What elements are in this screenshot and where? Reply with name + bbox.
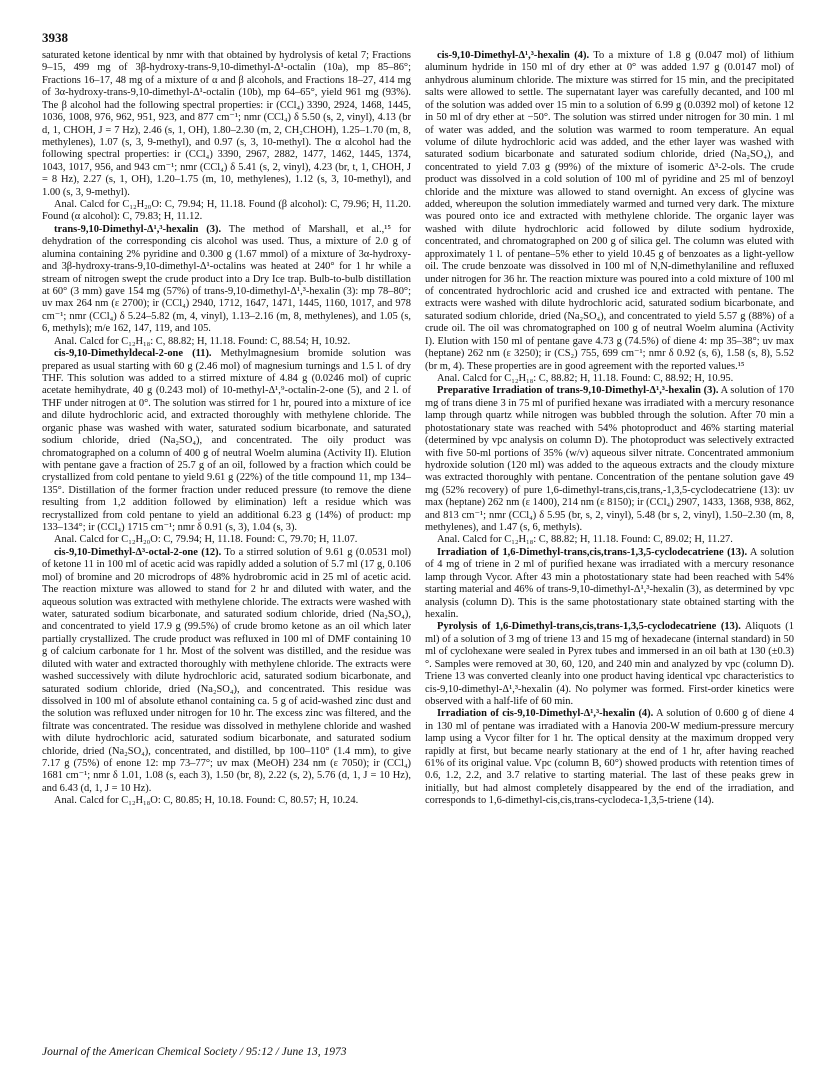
paragraph-text: Anal. Calcd for C₁₂H₂₀O: C, 79.94; H, 11.18. Found (β alcohol): C, 79.96; H, 11.20. Found (α alcohol): C, 79.83; H, 11.12. <box>42 199 411 223</box>
paragraph <box>42 199 411 224</box>
paragraph-text: Anal. Calcd for C₁₂H₁₈O: C, 80.85; H, 10.18. Found: C, 80.57; H, 10.24. <box>54 795 359 807</box>
paragraph-text: Anal. Calcd for C₁₂H₁₈: C, 88.82; H, 11.18. Found: C, 88.92; H, 10.95. <box>437 372 734 384</box>
section-lead-heading: Irradiation of 1,6-Dimethyl-trans,cis,trans-1,3,5-cyclodecatriene (13). <box>437 546 748 558</box>
page-number: 3938 <box>42 30 68 45</box>
paragraph-text: saturated ketone identical by nmr with that obtained by hydrolysis of ketal 7; Fractions 9–15, 499 mg of 3β-hydroxy-trans-9,10-dimethyl-Δ¹-octalin (10a), mp 85–86°; Fractions 16–17, 48 mg of a mixture of α and β alcohols, and Fractions 18–27, 414 mg of 3α-hydroxy-trans-9,10-dimethyl-Δ¹-octalin (10b), mp 64–65°, yield 961 mg (93%). The β alcohol had the following spectral properties: ir (CCl₄) 3390, 2924, 1468, 1445, 1036, 1008, 976, 962, 951, 923, and 877 cm⁻¹; nmr (CCl₄) δ 5.50 (s, 2, vinyl), 4.13 (br d, 1, CHOH, J = 7 Hz), 2.46 (s, 1, OH), 1.80–2.30 (m, 2, CH₂CHOH), 1.25–1.70 (m, 8, methylenes), 1.07 (s, 3, 9-methyl), and 0.97 (s, 3, 10-methyl). The α alcohol had the following spectral properties: ir (CCl₄) 3390, 2967, 2882, 1477, 1462, 1445, 1374, 1043, 1017, 956, and 943 cm⁻¹; nmr (CCl₄) δ 5.41 (s, 2, vinyl), 4.23 (br, t, 1, CHOH, J = 8 Hz), 2.27 (s, 1, OH), 1.20–1.75 (m, 10, methylenes), 1.12 (s, 3, 10-methyl), and 1.00 (s, 3, 9-methyl). <box>42 50 411 198</box>
journal-footer: Journal of the American Chemical Society / 95:12 / June 13, 1973 <box>42 1046 347 1058</box>
paragraph <box>425 708 794 807</box>
paragraph-text: Methylmagnesium bromide solution was prepared as usual starting with 60 g (2.46 mol) of magnesium turnings and 1.5 l. of dry THF. This solution was added to a stirred mixture of 4.84 g (0.0246 mol) of cupric acetate hemihydrate, 40 g (0.243 mol) of 10-methyl-Δ¹,⁹-octalin-2-one (5), and 2 l. of THF under nitrogen at 0°. The solution was stirred for 1 hr, poured into a mixture of ice and dilute hydrochloric acid, and extracted thoroughly with methylene chloride. The organic phase was washed with water, saturated sodium bicarbonate, and saturated sodium chloride, dried (Na₂SO₄), and concentrated. The oily product was chromatographed on a column of 400 g of neutral Woelm alumina (Activity II). Elution with pentane gave a fraction of 25.7 g of an oil, followed by a fraction which could be crystallized from cold pentane to yield 9.61 g (22%) of the title compound 11, mp 134–135°. Distillation of the former fraction under reduced pressure (to remove the diene resulting from 1,2 addition followed by elimination) left a residue which was recrystallized from cold pentane to yield an additional 6.23 g (14%) of product: mp 133–134°; ir (CCl₄) 1715 cm⁻¹; nmr δ 0.91 (s, 3), 1.04 (s, 3). <box>42 348 411 534</box>
left-column <box>42 50 411 808</box>
two-column-body <box>42 50 794 808</box>
section-lead-heading: Pyrolysis of 1,6-Dimethyl-trans,cis,trans-1,3,5-cyclodecatriene (13). <box>437 621 741 633</box>
section-lead-heading: Irradiation of cis-9,10-Dimethyl-Δ¹,³-hexalin (4). <box>437 708 654 720</box>
paragraph-text: The method of Marshall, et al.,¹⁵ for dehydration of the corresponding cis alcohol was used. Thus, a mixture of 2.0 g of alumina containing 2% pyridine and 0.300 g (1.67 mmol) of a mixture of 3α-hydroxy- and 3β-hydroxy-trans-9,10-dimethyl-Δ¹-octalins was heated at 240° for 1 hr while a stream of nitrogen swept the crude product into a Dry Ice trap. Bulb-to-bulb distillation at 60° (3 mm) gave 154 mg (57%) of trans-9,10-dimethyl-Δ¹,³-hexalin (3): mp 78–80°; uv max 264 nm (ε 2700); ir (CCl₄) 2940, 1712, 1647, 1471, 1445, 1160, 1017, and 978 cm⁻¹; nmr (CCl₄) δ 5.24–5.82 (m, 4, vinyl), 1.13–2.16 (m, 8, methylenes), and 1.05 (s, 6, methyls); m/e 162, 147, 119, and 105. <box>42 223 411 335</box>
paragraph <box>425 50 794 373</box>
paragraph <box>425 373 794 385</box>
paragraph-text: Anal. Calcd for C₁₂H₁₈: C, 88.82; H, 11.18. Found: C, 88.54; H, 10.92. <box>54 335 351 347</box>
section-lead-heading: cis-9,10-Dimethyldecal-2-one (11). <box>54 348 212 360</box>
paragraph <box>42 336 411 348</box>
paragraph <box>42 348 411 534</box>
paragraph <box>425 534 794 546</box>
paragraph <box>42 50 411 199</box>
paragraph <box>425 385 794 534</box>
paragraph <box>42 534 411 546</box>
section-lead-heading: cis-9,10-Dimethyl-Δ¹,³-hexalin (4). <box>437 50 590 61</box>
paragraph-text: Anal. Calcd for C₁₂H₁₈: C, 88.82; H, 11.18. Found: C, 89.02; H, 11.27. <box>437 534 733 546</box>
right-column <box>425 50 794 808</box>
paragraph <box>425 621 794 708</box>
section-lead-heading: Preparative Irradiation of trans-9,10-Dimethyl-Δ¹,³-hexalin (3). <box>437 385 719 397</box>
paragraph <box>42 795 411 807</box>
paragraph-text: A solution of 4 mg of triene in 2 ml of purified hexane was irradiated with a mercury resonance lamp through Vycor. After 43 min a photostationary state had been reached with 54% starting material and 46% of trans-9,10-dimethyl-Δ¹,³-hexalin (3), as determined by vpc analysis (column D). This is the same photostationary state obtained starting with the hexalin. <box>425 546 794 620</box>
paragraph-text: Anal. Calcd for C₁₂H₂₀O: C, 79.94; H, 11.18. Found: C, 79.70; H, 11.07. <box>54 534 358 546</box>
paragraph-text: A solution of 0.600 g of diene 4 in 130 ml of pentane was irradiated with a Hanovia 200-W medium-pressure mercury lamp using a Vycor filter for 1 hr. The optical density at the maximum dropped very rapidly at first, but became nearly stationary at the end of 1 hr, after having reached 61% of its original value. Vpc (column B, 60°) showed products with retention times of 0.6, 1.2, 2.2, and 3.7 relative to starting material. The last of these peaks grew in initially, but had almost completely disappeared by the end of the irradiation, and corresponds to 1,6-dimethyl-cis,cis,trans-cyclodeca-1,3,5-triene (14). <box>425 708 794 807</box>
paragraph <box>425 547 794 622</box>
paragraph-text: To a mixture of 1.8 g (0.047 mol) of lithium aluminum hydride in 150 ml of dry ether at 0° was added 1.97 g (0.0147 mol) of anhydrous aluminum chloride. The mixture was stirred for 15 min, and the precipitated salts were allowed to settle. The supernatant layer was carefully decanted, and 100 ml of the solution was added over 15 min to a solution of 6.99 g (0.0392 mol) of ketone 12 in 50 ml of dry ether at −50°. The solution was stirred under nitrogen for 30 min. 1 ml of water was added, and the solution was warmed to room temperature. An equal volume of dilute hydrochloric acid was added, and the ether layer was washed with saturated sodium bicarbonate and saturated sodium chloride, dried (Na₂SO₄), and concentrated to yield 7.03 g (99%) of the mixture of isomeric Δ³-2-ols. The crude product was dissolved in a cold solution of 100 ml of pyridine and 25 ml of benzoyl chloride and the mixture was allowed to stand overnight. An excess of glycine was added, whereupon the solution immediately warmed and turned very dark. The mixture was poured onto ice and extracted with methylene chloride. The organic layer was washed with dilute hydrochloric acid followed by dilute sodium hydroxide, concentrated, and chromatographed on 200 g of silica gel. The column was eluted with approximately 1 l. of pentane–5% ether to yield 10.45 g of benzoates as a light-yellow oil. The crude benzoate was dissolved in 100 ml of N,N-dimethylaniline and refluxed under nitrogen for 36 hr. The reaction mixture was poured into a cold mixture of 100 ml of concentrated hydrochloric acid and crushed ice and extracted with pentane. The extracts were washed with dilute hydrochloric acid, saturated sodium bicarbonate, and saturated sodium chloride, dried (Na₂SO₄), and concentrated to yield 5.57 g (88%) of a crude oil. The oil was chromatographed on 100 g of neutral Woelm alumina (Activity I). Elution with 150 ml of pentane gave 4.73 g (74.5%) of diene 4: mp 35–38°; uv max (heptane) 262 nm (ε 3250); ir (CS₂) 755, 699 cm⁻¹; nmr δ 0.92 (s, 6), 1.58 (s, 8), 5.52 (br m, 4). These properties are in good agreement with the reported values.¹⁵ <box>425 50 794 372</box>
section-lead-heading: cis-9,10-Dimethyl-Δ³-octal-2-one (12). <box>54 546 222 558</box>
paragraph-text: A solution of 170 mg of trans diene 3 in 75 ml of purified hexane was irradiated with a mercury resonance lamp through quartz while nitrogen was bubbled through the solution. After 70 min a photostationary state was reached with 54% photoproduct and 46% starting material (determined by vpc analysis on column D). The photoproduct was selectively extracted with five 50-ml portions of 35% (w/v) aqueous silver nitrate. Concentrated ammonium hydroxide solution (120 ml) was added to the aqueous extracts and the cloudy mixture was extracted thoroughly with pentane. Concentration of the pentane solution gave 49 mg (52% recovery) of pure 1,6-dimethyl-trans,cis,trans,-1,3,5-cyclodecatriene (13): uv max (heptane) 262 nm (ε 1400), 214 nm (ε 8150); ir (CCl₄) 2907, 1433, 1368, 938, 862, and 813 cm⁻¹; nmr (CCl₄) δ 5.95 (br, s, 2, vinyl), 5.48 (br s, 2, vinyl), 1.50–2.30 (m, 8, methylenes), and 1.47 (s, 6, methyls). <box>425 385 794 534</box>
paragraph <box>42 224 411 336</box>
paragraph-text: To a stirred solution of 9.61 g (0.0531 mol) of ketone 11 in 100 ml of acetic acid was rapidly added a solution of 5.7 ml (17 g, 0.106 mol) of bromine and 20 microdrops of 48% hydrobromic acid in 25 ml of acetic acid. The reaction mixture was allowed to stand for 2 hr and diluted with water, and the aqueous solution was extracted with methylene chloride. The extracts were washed with water, saturated sodium bicarbonate, and saturated sodium chloride, dried (Na₂SO₄), and concentrated to yield 17.9 g (99.5%) of crude bromo ketone as an oil which later partially crystallized. The crude product was refluxed in 100 ml of DMF containing 10 g of calcium carbonate for 1 hr. Most of the solvent was distilled, and the residue was diluted with water and extracted thoroughly with methylene chloride. The extracts were washed successively with dilute hydrochloric acid, saturated sodium bicarbonate, and saturated sodium chloride, dried (Na₂SO₄), and concentrated. This residue was dissolved in 100 ml of absolute ethanol containing ca. 5 g of acid-washed zinc dust and the solution was refluxed under nitrogen for 10 hr. The excess zinc was filtered, and the filtrate was concentrated. The residue was dissolved in methylene chloride and washed with dilute hydrochloric acid, saturated sodium bicarbonate, and saturated sodium chloride, dried (Na₂SO₄), concentrated, and distilled, bp 100–110° (1.4 mm), to give 7.17 g (75%) of enone 12: mp 73–77°; uv max (MeOH) 234 nm (ε 7050); ir (CCl₄) 1681 cm⁻¹; nmr δ 1.01, 1.08 (s, each 3), 1.50 (br, 8), 2.22 (s, 2), 5.76 (d, 1, J = 10 Hz), and 6.43 (d, 1, J = 10 Hz). <box>42 546 411 794</box>
paragraph <box>42 547 411 795</box>
section-lead-heading: trans-9,10-Dimethyl-Δ¹,³-hexalin (3). <box>54 223 222 235</box>
paragraph-text: Aliquots (1 ml) of a solution of 3 mg of triene 13 and 15 mg of hexadecane (internal standard) in 50 ml of cyclohexane were sealed in Pyrex tubes and immersed in an oil bath at 130 (±0.3)°. Samples were removed at 30, 60, 120, and 240 min and analyzed by vpc (column D). Triene 13 was converted cleanly into one product having identical vpc characteristics to cis-9,10-dimethyl-Δ¹,³-hexalin (4). No polymer was formed. First-order kinetics were observed with a half-life of 60 min. <box>425 621 794 707</box>
